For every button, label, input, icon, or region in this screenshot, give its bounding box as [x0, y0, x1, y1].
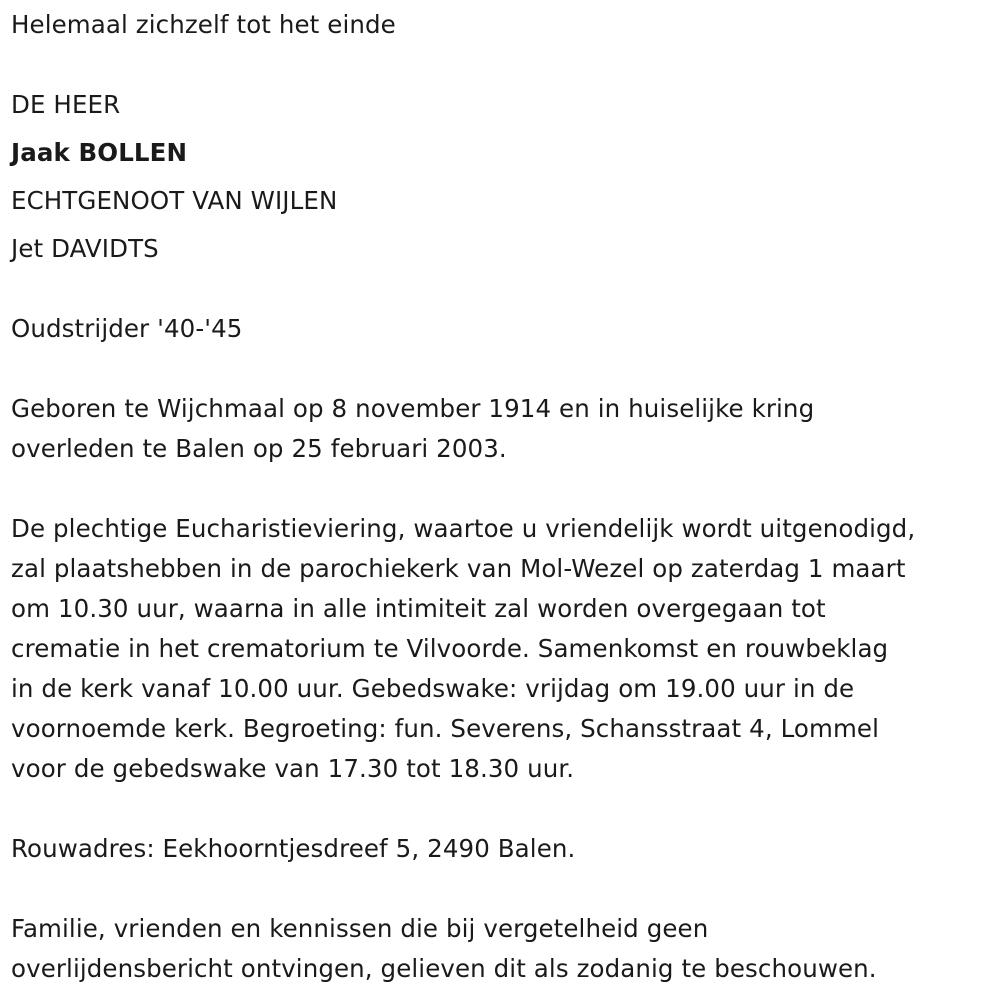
closing-line-2: overlijdensbericht ontvingen, gelieven dit als zodanig te beschouwen. — [11, 954, 877, 983]
motto: Helemaal zichzelf tot het einde — [11, 10, 396, 39]
veteran-line: Oudstrijder '40-'45 — [11, 314, 243, 343]
mourning-address: Rouwadres: Eekhoorntjesdreef 5, 2490 Balen. — [11, 834, 576, 863]
ceremony-line-6: voornoemde kerk. Begroeting: fun. Severens, Schansstraat 4, Lommel — [11, 714, 880, 743]
salutation: DE HEER — [11, 90, 121, 119]
ceremony-line-1: De plechtige Eucharistieviering, waartoe u vriendelijk wordt uitgenodigd, — [11, 514, 916, 543]
ceremony-line-2: zal plaatshebben in de parochiekerk van Mol-Wezel op zaterdag 1 maart — [11, 554, 906, 583]
relation: ECHTGENOOT VAN WIJLEN — [11, 186, 338, 215]
closing-line-1: Familie, vrienden en kennissen die bij vergetelheid geen — [11, 914, 709, 943]
deceased-name: Jaak BOLLEN — [11, 138, 188, 167]
birth-death-line-1: Geboren te Wijchmaal op 8 november 1914 en in huiselijke kring — [11, 394, 815, 423]
birth-death-line-2: overleden te Balen op 25 februari 2003. — [11, 434, 507, 463]
ceremony-line-7: voor de gebedswake van 17.30 tot 18.30 uur. — [11, 754, 575, 783]
ceremony-line-3: om 10.30 uur, waarna in alle intimiteit zal worden overgegaan tot — [11, 594, 826, 623]
ceremony-line-5: in de kerk vanaf 10.00 uur. Gebedswake: vrijdag om 19.00 uur in de — [11, 674, 855, 703]
spouse-name: Jet DAVIDTS — [11, 234, 159, 263]
ceremony-line-4: crematie in het crematorium te Vilvoorde. Samenkomst en rouwbeklag — [11, 634, 889, 663]
